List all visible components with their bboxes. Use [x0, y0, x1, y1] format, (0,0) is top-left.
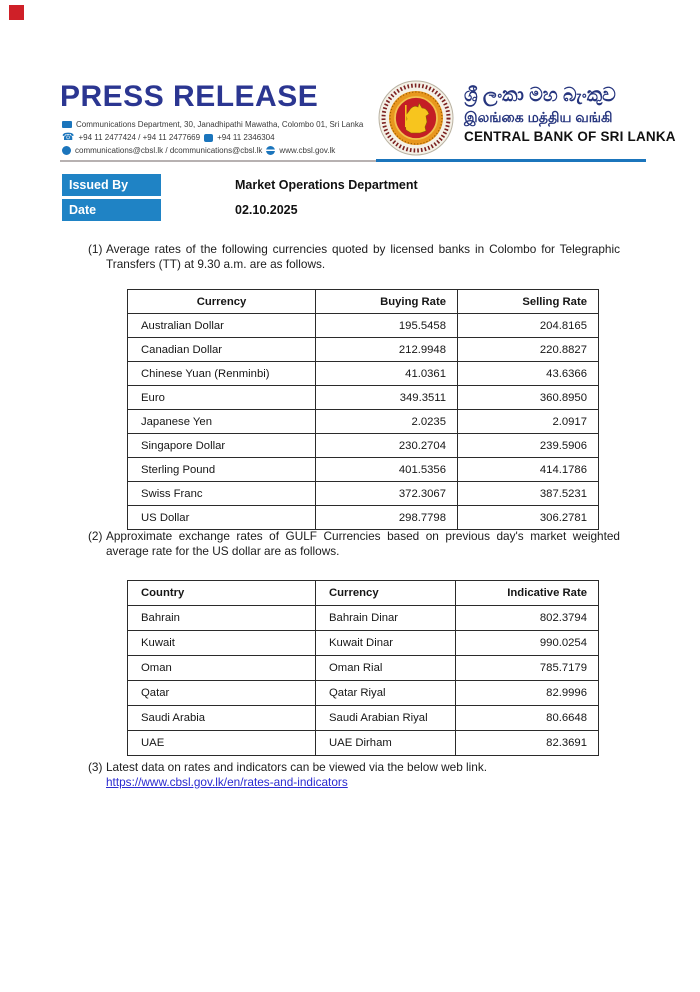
selling-rate-cell: 239.5906	[458, 434, 599, 458]
currency-cell: Canadian Dollar	[128, 338, 316, 362]
table-row	[128, 506, 599, 530]
buying-rate-cell: 41.0361	[316, 362, 458, 386]
currency-cell: Euro	[128, 386, 316, 410]
paragraph-3-text	[106, 760, 487, 790]
table-row	[128, 362, 599, 386]
buying-rate-cell: 298.7798	[316, 506, 458, 530]
gulf-rates-table	[127, 580, 599, 756]
fax-icon	[204, 134, 213, 142]
currency-cell: Saudi Arabian Riyal	[316, 706, 456, 731]
column-header-indicative-rate: Indicative Rate	[456, 581, 599, 606]
website-text: www.cbsl.gov.lk	[279, 146, 336, 155]
currency-cell: US Dollar	[128, 506, 316, 530]
paragraph-2-number: (2)	[88, 529, 103, 543]
indicative-rate-cell: 990.0254	[456, 631, 599, 656]
fax-number-text: +94 11 2346304	[217, 133, 275, 142]
column-header-country: Country	[128, 581, 316, 606]
table-row	[128, 631, 599, 656]
red-corner-mark	[9, 5, 24, 20]
table-row	[128, 731, 599, 756]
currency-cell: Japanese Yen	[128, 410, 316, 434]
country-cell: Bahrain	[128, 606, 316, 631]
currency-cell: Kuwait Dinar	[316, 631, 456, 656]
paragraph-3-number: (3)	[88, 760, 103, 774]
issued-by-value: Market Operations Department	[235, 178, 418, 192]
date-label: Date	[62, 199, 161, 221]
phone-numbers-text: +94 11 2477424 / +94 11 2477669	[78, 133, 201, 142]
table-header-row	[128, 290, 599, 314]
table-row	[128, 681, 599, 706]
table-row	[128, 434, 599, 458]
issued-by-label: Issued By	[62, 174, 161, 196]
buying-rate-cell: 401.5356	[316, 458, 458, 482]
bank-name-sinhala: ශ්‍රී ලංකා මහ බැංකුව	[464, 85, 616, 106]
column-header-currency: Currency	[128, 290, 316, 314]
bank-name-tamil: இலங்கை மத்திய வங்கி	[464, 109, 613, 125]
table-row	[128, 410, 599, 434]
bank-name-english: CENTRAL BANK OF SRI LANKA	[464, 129, 676, 144]
paragraph-1-text: Average rates of the following currencies quoted by licensed banks in Colombo for Telegraphic Transfers (TT) at 9.30 a.m. are as follows.	[106, 242, 620, 271]
rates-and-indicators-link[interactable]: https://www.cbsl.gov.lk/en/rates-and-indicators	[106, 774, 348, 789]
contact-block	[62, 118, 363, 157]
indicative-rate-cell: 785.7179	[456, 656, 599, 681]
table-row	[128, 314, 599, 338]
country-cell: Kuwait	[128, 631, 316, 656]
buying-rate-cell: 195.5458	[316, 314, 458, 338]
header-divider-gray	[60, 160, 378, 162]
country-cell: Oman	[128, 656, 316, 681]
contact-line-address	[62, 118, 363, 131]
table-row	[128, 482, 599, 506]
indicative-rate-cell: 82.9996	[456, 681, 599, 706]
table-row	[128, 338, 599, 362]
table-row	[128, 706, 599, 731]
buying-rate-cell: 230.2704	[316, 434, 458, 458]
selling-rate-cell: 2.0917	[458, 410, 599, 434]
date-value: 02.10.2025	[235, 203, 298, 217]
currency-cell: Sterling Pound	[128, 458, 316, 482]
paragraph-2	[88, 529, 620, 559]
envelope-icon	[62, 121, 72, 128]
currency-cell: Chinese Yuan (Renminbi)	[128, 362, 316, 386]
bank-identity-block	[378, 80, 676, 156]
paragraph-1	[88, 242, 620, 272]
paragraph-1-number: (1)	[88, 242, 103, 256]
country-cell: Qatar	[128, 681, 316, 706]
selling-rate-cell: 387.5231	[458, 482, 599, 506]
tt-rates-table	[127, 289, 599, 530]
indicative-rate-cell: 802.3794	[456, 606, 599, 631]
bank-names	[464, 80, 676, 146]
currency-cell: Qatar Riyal	[316, 681, 456, 706]
contact-line-phone	[62, 131, 363, 144]
email-icon	[62, 146, 71, 155]
header-divider-blue	[376, 159, 646, 162]
selling-rate-cell: 306.2781	[458, 506, 599, 530]
buying-rate-cell: 372.3067	[316, 482, 458, 506]
country-cell: Saudi Arabia	[128, 706, 316, 731]
selling-rate-cell: 414.1786	[458, 458, 599, 482]
selling-rate-cell: 220.8827	[458, 338, 599, 362]
indicative-rate-cell: 80.6648	[456, 706, 599, 731]
date-row	[62, 199, 298, 221]
selling-rate-cell: 43.6366	[458, 362, 599, 386]
currency-cell: Oman Rial	[316, 656, 456, 681]
address-text: Communications Department, 30, Janadhipathi Mawatha, Colombo 01, Sri Lanka	[76, 120, 364, 129]
country-cell: UAE	[128, 731, 316, 756]
table-row	[128, 606, 599, 631]
globe-icon	[266, 146, 275, 155]
currency-cell: Bahrain Dinar	[316, 606, 456, 631]
buying-rate-cell: 349.3511	[316, 386, 458, 410]
currency-cell: Singapore Dollar	[128, 434, 316, 458]
phone-icon: ☎	[62, 131, 75, 143]
column-header-buying-rate: Buying Rate	[316, 290, 458, 314]
currency-cell: Swiss Franc	[128, 482, 316, 506]
contact-line-email	[62, 144, 363, 157]
indicative-rate-cell: 82.3691	[456, 731, 599, 756]
email-addresses-text: communications@cbsl.lk / dcommunications@cbsl.lk	[75, 146, 263, 155]
currency-cell: UAE Dirham	[316, 731, 456, 756]
table-row	[128, 458, 599, 482]
table-header-row	[128, 581, 599, 606]
selling-rate-cell: 360.8950	[458, 386, 599, 410]
paragraph-3	[88, 760, 620, 790]
page-title: PRESS RELEASE	[60, 80, 319, 113]
currency-cell: Australian Dollar	[128, 314, 316, 338]
buying-rate-cell: 2.0235	[316, 410, 458, 434]
central-bank-seal-logo	[378, 80, 454, 156]
paragraph-2-text: Approximate exchange rates of GULF Currencies based on previous day's market weighted average rate for the US dollar are as follows.	[106, 529, 620, 558]
table-row	[128, 656, 599, 681]
column-header-currency: Currency	[316, 581, 456, 606]
issued-by-row	[62, 174, 418, 196]
column-header-selling-rate: Selling Rate	[458, 290, 599, 314]
table-row	[128, 386, 599, 410]
buying-rate-cell: 212.9948	[316, 338, 458, 362]
paragraph-3-sentence: Latest data on rates and indicators can be viewed via the below web link.	[106, 760, 488, 774]
selling-rate-cell: 204.8165	[458, 314, 599, 338]
